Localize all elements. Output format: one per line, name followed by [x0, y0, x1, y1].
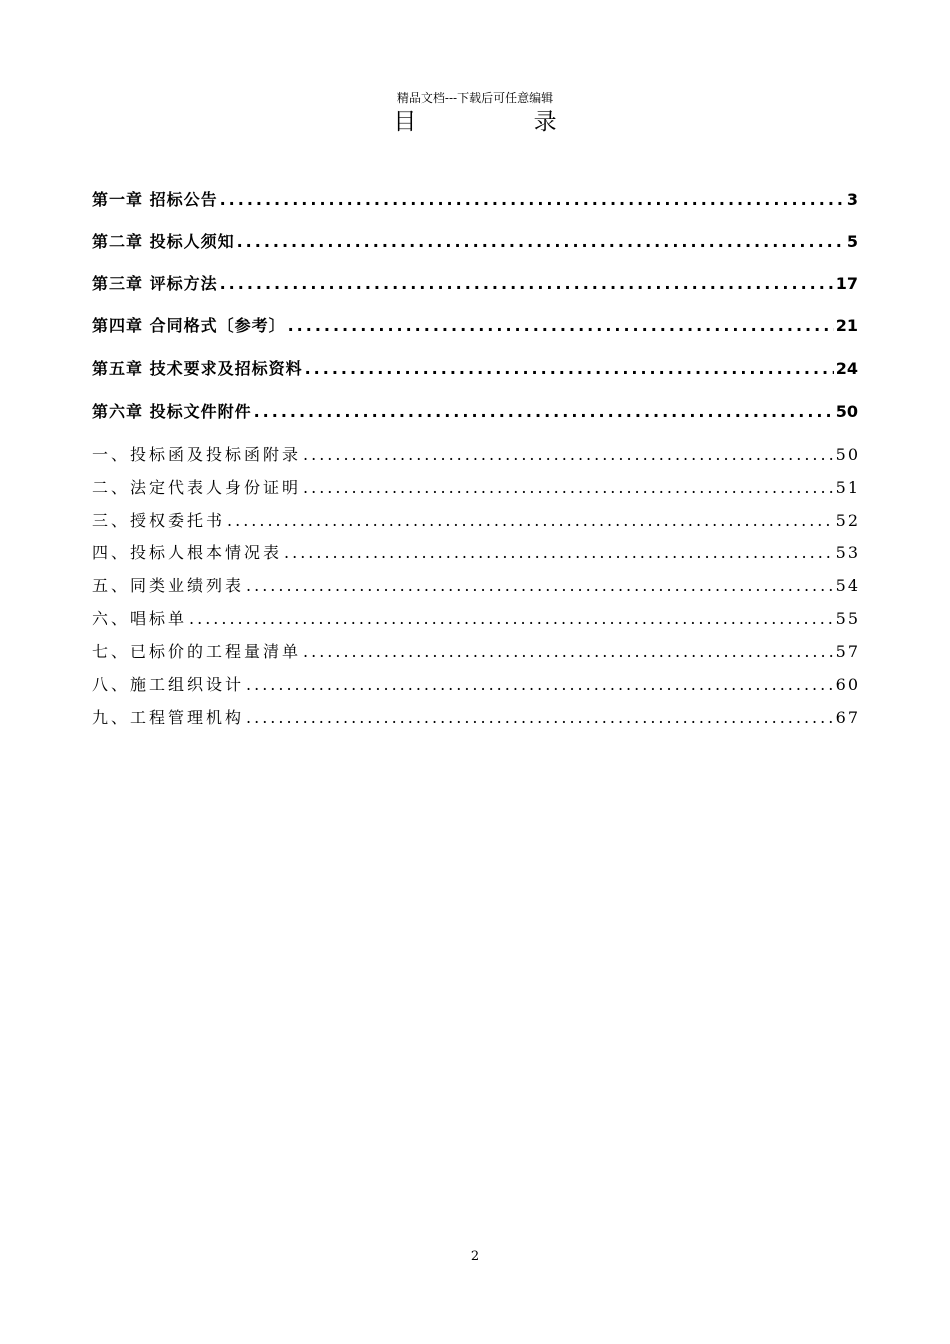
- toc-entry-page: 50: [835, 402, 858, 421]
- dot-leader: [246, 672, 834, 698]
- toc-entry-page: 52: [835, 511, 860, 530]
- page-number: 2: [470, 1249, 480, 1264]
- dot-leader: [237, 228, 845, 256]
- toc-attachment-9[interactable]: [92, 705, 858, 731]
- toc-entry-label: 第六章 投标文件附件: [92, 402, 252, 421]
- toc-entry-page: 60: [835, 675, 860, 694]
- toc-title: 目 录: [393, 109, 612, 135]
- toc-entry-page: 53: [835, 543, 860, 562]
- toc-entry-label: 第五章 技术要求及招标资料: [92, 359, 303, 378]
- toc-chapter-6[interactable]: [92, 398, 858, 426]
- toc-entry-page: 57: [835, 642, 860, 661]
- toc-entry-label: 第二章 投标人须知: [92, 232, 235, 251]
- toc-entry-label: 六、唱标单: [92, 609, 188, 628]
- dot-leader: [220, 186, 845, 214]
- toc-entry-page: 55: [835, 609, 860, 628]
- toc-entry-label: 五、同类业绩列表: [92, 576, 245, 595]
- header-note: 精品文档---下载后可任意编辑: [396, 91, 554, 105]
- toc-entry-label: 三、授权委托书: [92, 511, 226, 530]
- toc-attachment-7[interactable]: [92, 639, 858, 665]
- toc-attachment-5[interactable]: [92, 573, 858, 599]
- toc-attachment-8[interactable]: [92, 672, 858, 698]
- toc-attachment-6[interactable]: [92, 606, 858, 632]
- dot-leader: [303, 475, 834, 501]
- toc-entry-page: 50: [835, 445, 860, 464]
- toc-entry-page: 17: [835, 274, 858, 293]
- dot-leader: [303, 442, 834, 468]
- toc-entry-label: 九、工程管理机构: [92, 708, 245, 727]
- toc-entry-page: 3: [846, 190, 858, 209]
- toc-attachment-2[interactable]: [92, 475, 858, 501]
- dot-leader: [288, 312, 834, 340]
- toc-chapter-2[interactable]: [92, 228, 858, 256]
- toc-entry-label: 二、法定代表人身份证明: [92, 478, 302, 497]
- dot-leader: [189, 606, 834, 632]
- toc-attachment-4[interactable]: [92, 540, 858, 566]
- toc-entry-label: 第一章 招标公告: [92, 190, 218, 209]
- toc-entry-page: 51: [835, 478, 860, 497]
- toc-entry-label: 第四章 合同格式〔参考〕: [92, 316, 286, 335]
- toc-entry-page: 67: [835, 708, 860, 727]
- toc-chapter-3[interactable]: [92, 270, 858, 298]
- toc-entry-page: 54: [835, 576, 860, 595]
- dot-leader: [303, 639, 834, 665]
- toc-entry-label: 第三章 评标方法: [92, 274, 218, 293]
- dot-leader: [254, 398, 834, 426]
- dot-leader: [246, 705, 834, 731]
- toc-entry-label: 一、投标函及投标函附录: [92, 445, 302, 464]
- toc-entry-page: 21: [835, 316, 858, 335]
- dot-leader: [227, 508, 834, 534]
- toc-entry-label: 四、投标人根本情况表: [92, 543, 283, 562]
- dot-leader: [246, 573, 834, 599]
- dot-leader: [305, 355, 834, 383]
- dot-leader: [220, 270, 834, 298]
- toc-chapter-4[interactable]: [92, 312, 858, 340]
- toc-attachment-1[interactable]: [92, 442, 858, 468]
- toc-chapter-5[interactable]: [92, 355, 858, 383]
- toc-entry-label: 八、施工组织设计: [92, 675, 245, 694]
- toc-entry-page: 5: [846, 232, 858, 251]
- toc-attachment-3[interactable]: [92, 508, 858, 534]
- toc-chapter-1[interactable]: [92, 186, 858, 214]
- toc-entry-page: 24: [835, 359, 858, 378]
- dot-leader: [284, 540, 834, 566]
- toc-entry-label: 七、已标价的工程量清单: [92, 642, 302, 661]
